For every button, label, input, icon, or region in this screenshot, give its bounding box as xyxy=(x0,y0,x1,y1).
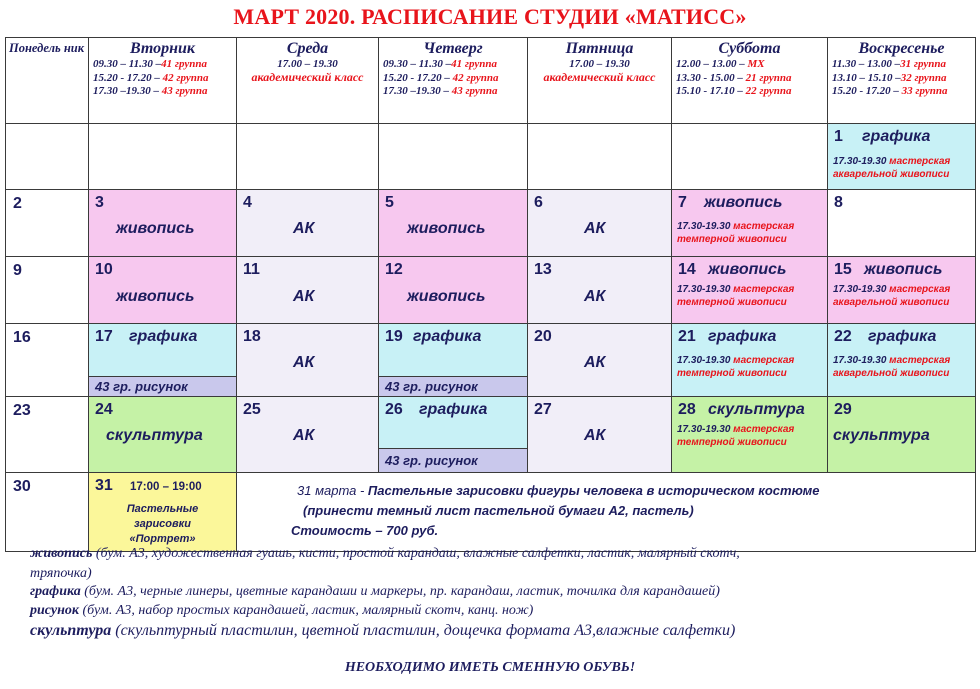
schedule-line: 09.30 – 11.30 –41 группа xyxy=(383,58,497,70)
day-cell-28 xyxy=(672,397,828,473)
subject-label: живопись xyxy=(116,288,195,305)
workshop-note: 17.30-19.30 мастерская темперной живописи xyxy=(677,355,795,379)
day-cell-16 xyxy=(6,324,89,397)
day-cell-9 xyxy=(6,257,89,324)
subject-label: АК xyxy=(293,427,315,444)
schedule-line: 15.20 - 17.20 – 42 группа xyxy=(383,71,499,84)
supplies-painting-cont: тряпочка) xyxy=(30,566,92,581)
drawing-strip: 43 гр. рисунок xyxy=(89,376,236,396)
day-number: 1 xyxy=(834,128,843,145)
header-saturday xyxy=(672,38,828,124)
day-number: 25 xyxy=(243,401,261,418)
empty-cell xyxy=(6,124,89,190)
day-name: Четверг xyxy=(423,40,483,57)
subject-label: скульптура xyxy=(106,427,203,444)
day-cell-18 xyxy=(237,324,379,397)
day-number: 14 xyxy=(678,261,696,278)
schedule-line: 12.00 – 13.00 – МХ xyxy=(676,58,765,70)
day-cell-14 xyxy=(672,257,828,324)
workshop-note: 17.30-19.30 мастерская темперной живописи xyxy=(677,221,795,245)
schedule-line: 15.20 - 17.20 – 42 группа xyxy=(93,71,209,84)
day-cell-6 xyxy=(528,190,672,257)
schedule-line: 09.30 – 11.30 –41 группа xyxy=(93,58,207,70)
class-time: 17.00 – 19.30 xyxy=(569,58,630,70)
supplies-sculpture: скульптура (скульптурный пластилин, цветной пластилин, дощечка формата А3,влажные салфетки) xyxy=(30,622,736,639)
empty-cell xyxy=(237,124,379,190)
drawing-strip: 43 гр. рисунок xyxy=(379,448,527,472)
empty-cell xyxy=(379,124,528,190)
day-name: Пятница xyxy=(565,40,634,57)
subject-label: скульптура xyxy=(833,427,930,444)
workshop-note: 17.30-19.30 мастерская акварельной живописи xyxy=(833,156,951,180)
day-cell-2 xyxy=(6,190,89,257)
schedule-line: 17.30 –19.30 – 43 группа xyxy=(383,85,498,97)
page-title: МАРТ 2020. РАСПИСАНИЕ СТУДИИ «МАТИСС» xyxy=(233,4,747,29)
drawing-strip: 43 гр. рисунок xyxy=(379,376,527,396)
day-number: 16 xyxy=(13,329,31,346)
day-cell-23 xyxy=(6,397,89,473)
schedule-table xyxy=(5,37,976,552)
subject-label: АК xyxy=(293,220,315,237)
class-label: академический класс xyxy=(251,70,364,84)
day-cell-3 xyxy=(89,190,237,257)
day-name: Воскресенье xyxy=(858,40,945,57)
day-number: 4 xyxy=(243,194,252,211)
supplies-painting: живопись (бум. А3, художественная гуашь, кисти, простой карандаш, влажные салфетки, ластик, малярный скотч, xyxy=(30,546,740,561)
workshop-note: 17.30-19.30 мастерская темперной живописи xyxy=(677,284,795,308)
workshop-note: 17.30-19.30 мастерская акварельной живописи xyxy=(833,355,951,379)
subject-label: живопись xyxy=(407,288,486,305)
workshop-note: 17.30-19.30 мастерская акварельной живописи xyxy=(833,284,951,308)
day-number: 31 xyxy=(95,477,113,494)
day-number: 9 xyxy=(13,262,22,279)
header-sunday xyxy=(828,38,976,124)
day-number: 30 xyxy=(13,478,31,495)
day-cell-31 xyxy=(89,473,237,552)
day-number: 19 xyxy=(385,328,403,345)
subject-label: живопись xyxy=(116,220,195,237)
day-cell-17 xyxy=(89,324,237,397)
day-cell-26 xyxy=(379,397,528,473)
day-number: 6 xyxy=(534,194,543,211)
day-number: 22 xyxy=(834,328,852,345)
day-number: 13 xyxy=(534,261,552,278)
day-number: 28 xyxy=(678,401,696,418)
day-cell-13 xyxy=(528,257,672,324)
day-number: 20 xyxy=(534,328,552,345)
event-time: 17:00 – 19:00 xyxy=(130,481,202,493)
event-note-cell xyxy=(237,473,976,552)
empty-cell xyxy=(89,124,237,190)
shoe-notice: НЕОБХОДИМО ИМЕТЬ СМЕННУЮ ОБУВЬ! xyxy=(344,660,636,675)
day-cell-10 xyxy=(89,257,237,324)
day-cell-25 xyxy=(237,397,379,473)
day-number: 15 xyxy=(834,261,852,278)
subject-label: графика xyxy=(868,328,937,345)
supplies-graphics: графика (бум. А3, черные линеры, цветные карандаши и маркеры, пр. карандаш, ластик, точилка для карандашей) xyxy=(30,584,720,599)
day-number: 8 xyxy=(834,194,843,211)
empty-cell xyxy=(672,124,828,190)
day-number: 21 xyxy=(678,328,696,345)
day-number: 29 xyxy=(834,401,852,418)
workshop-note: 17.30-19.30 мастерская темперной живописи xyxy=(677,424,795,448)
event-title: Пастельные зарисовки «Портрет» xyxy=(126,503,199,545)
day-cell-15 xyxy=(828,257,976,324)
day-name: Среда xyxy=(286,40,329,57)
subject-label: АК xyxy=(293,288,315,305)
header-wednesday xyxy=(237,38,379,124)
day-number: 24 xyxy=(95,401,113,418)
day-cell-20 xyxy=(528,324,672,397)
schedule-line: 13.10 – 15.10 –32 группа xyxy=(832,71,947,84)
subject-label: графика xyxy=(708,328,777,345)
day-cell-19 xyxy=(379,324,528,397)
subject-label: живопись xyxy=(704,194,783,211)
day-cell-8 xyxy=(828,190,976,257)
day-number: 27 xyxy=(534,401,552,418)
subject-label: АК xyxy=(584,354,606,371)
subject-label: графика xyxy=(129,328,198,345)
day-cell-29 xyxy=(828,397,976,473)
class-label: академический класс xyxy=(543,70,656,84)
empty-cell xyxy=(528,124,672,190)
day-number: 7 xyxy=(678,194,687,211)
event-note-line1: 31 марта - Пастельные зарисовки фигуры человека в историческом костюме xyxy=(297,483,820,498)
day-number: 5 xyxy=(385,194,394,211)
day-cell-24 xyxy=(89,397,237,473)
day-number: 17 xyxy=(95,328,113,345)
day-cell-4 xyxy=(237,190,379,257)
day-number: 26 xyxy=(385,401,403,418)
schedule-line: 17.30 –19.30 – 43 группа xyxy=(93,85,208,97)
schedule-line: 13.30 - 15.00 – 21 группа xyxy=(676,71,792,84)
subject-label: АК xyxy=(584,288,606,305)
day-cell-22 xyxy=(828,324,976,397)
day-cell-30 xyxy=(6,473,89,552)
day-number: 10 xyxy=(95,261,113,278)
subject-label: графика xyxy=(413,328,482,345)
day-cell-1 xyxy=(828,124,976,190)
subject-label: АК xyxy=(584,220,606,237)
day-cell-5 xyxy=(379,190,528,257)
day-cell-27 xyxy=(528,397,672,473)
schedule-line: 15.10 - 17.10 – 22 группа xyxy=(676,85,792,97)
header-tuesday xyxy=(89,38,237,124)
header-friday xyxy=(528,38,672,124)
day-cell-7 xyxy=(672,190,828,257)
subject-label: живопись xyxy=(708,261,787,278)
header-thursday xyxy=(379,38,528,124)
day-cell-21 xyxy=(672,324,828,397)
day-number: 11 xyxy=(243,261,260,278)
day-name: Суббота xyxy=(718,40,781,57)
subject-label: АК xyxy=(584,427,606,444)
day-number: 18 xyxy=(243,328,261,345)
day-cell-11 xyxy=(237,257,379,324)
schedule-line: 11.30 – 13.00 –31 группа xyxy=(832,58,946,70)
day-number: 23 xyxy=(13,402,31,419)
day-number: 2 xyxy=(13,195,22,212)
schedule-line: 15.20 - 17.20 – 33 группа xyxy=(832,85,948,97)
class-time: 17.00 – 19.30 xyxy=(277,58,338,70)
day-name: Вторник xyxy=(130,40,195,57)
supplies-drawing: рисунок (бум. А3, набор простых карандашей, ластик, малярный скотч, канц. нож) xyxy=(30,603,534,618)
day-number: 3 xyxy=(95,194,104,211)
subject-label: АК xyxy=(293,354,315,371)
event-note-line2: (принести темный лист пастельной бумаги А2, пастель) xyxy=(303,503,694,518)
subject-label: графика xyxy=(419,401,488,418)
subject-label: живопись xyxy=(864,261,943,278)
subject-label: графика xyxy=(862,128,931,145)
subject-label: живопись xyxy=(407,220,486,237)
day-cell-12 xyxy=(379,257,528,324)
subject-label: скульптура xyxy=(708,401,805,418)
event-note-line3: Стоимость – 700 руб. xyxy=(291,523,439,538)
header-monday: Понедель ник xyxy=(6,38,89,124)
day-number: 12 xyxy=(385,261,403,278)
